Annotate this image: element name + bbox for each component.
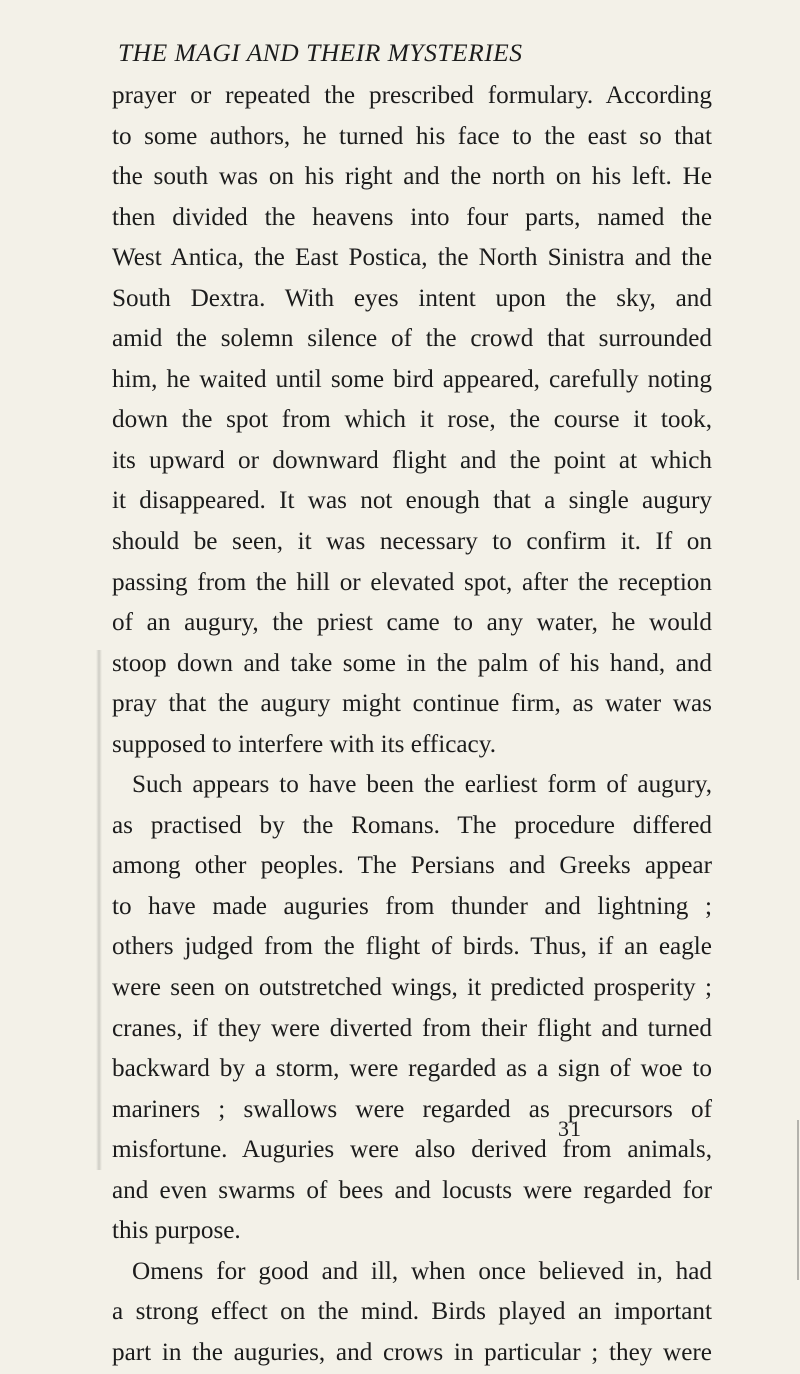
text-line: amid the solemn silence of the crowd that surrounded [112,325,712,353]
text-line: Omens for good and ill, when once believed in, had [132,1257,712,1285]
text-line: others judged from the flight of birds. Thus, if an eagle [112,933,712,961]
text-line: down the spot from which it rose, the course it took, [112,406,712,434]
text-line: prayer or repeated the prescribed formulary. According [112,82,712,109]
text-line: this purpose. [112,1217,241,1245]
text-line: as practised by the Romans. The procedure differed [112,811,712,839]
text-line: backward by a storm, were regarded as a sign of woe to [112,1055,712,1083]
text-line: cranes, if they were diverted from their flight and turned [112,1014,712,1042]
text-line: and even swarms of bees and locusts were regarded for [112,1176,712,1204]
page-edge [797,1120,799,1280]
text-line: West Antica, the East Postica, the North Sinistra and the [112,244,712,272]
text-line: South Dextra. With eyes intent upon the sky, and [112,284,712,312]
text-line: its upward or downward flight and the point at which [112,446,712,474]
text-line: should be seen, it was necessary to confirm it. If on [112,528,712,556]
text-line: pray that the augury might continue firm, as water was [112,690,712,718]
text-line: of an augury, the priest came to any water, he would [112,609,712,637]
text-line: among other peoples. The Persians and Greeks appear [112,852,712,880]
text-line: him, he waited until some bird appeared, carefully noting [112,365,712,393]
gutter-shadow [96,650,102,1170]
page-number: 31 [558,1116,582,1141]
text-line: to some authors, he turned his face to the east so that [112,122,712,150]
running-head: THE MAGI AND THEIR MYSTERIES [118,38,523,67]
text-line: were seen on outstretched wings, it predicted prosperity ; [112,974,712,1002]
text-line: to have made auguries from thunder and lightning ; [112,892,712,920]
text-line: mariners ; swallows were regarded as precursors of [112,1095,712,1123]
text-line: passing from the hill or elevated spot, after the reception [112,568,712,596]
text-line: supposed to interfere with its efficacy. [112,730,496,758]
text-line: part in the auguries, and crows in particular ; they were [112,1338,712,1366]
text-line: then divided the heavens into four parts, named the [112,203,712,231]
text-line: a strong effect on the mind. Birds played an important [112,1298,712,1326]
text-line: Such appears to have been the earliest form of augury, [132,771,712,799]
body-text [112,76,712,1374]
text-line: stoop down and take some in the palm of his hand, and [112,649,712,677]
text-line: it disappeared. It was not enough that a single augury [112,487,712,515]
text-line: misfortune. Auguries were also derived from animals, [112,1136,712,1164]
text-line: the south was on his right and the north on his left. He [112,163,712,191]
